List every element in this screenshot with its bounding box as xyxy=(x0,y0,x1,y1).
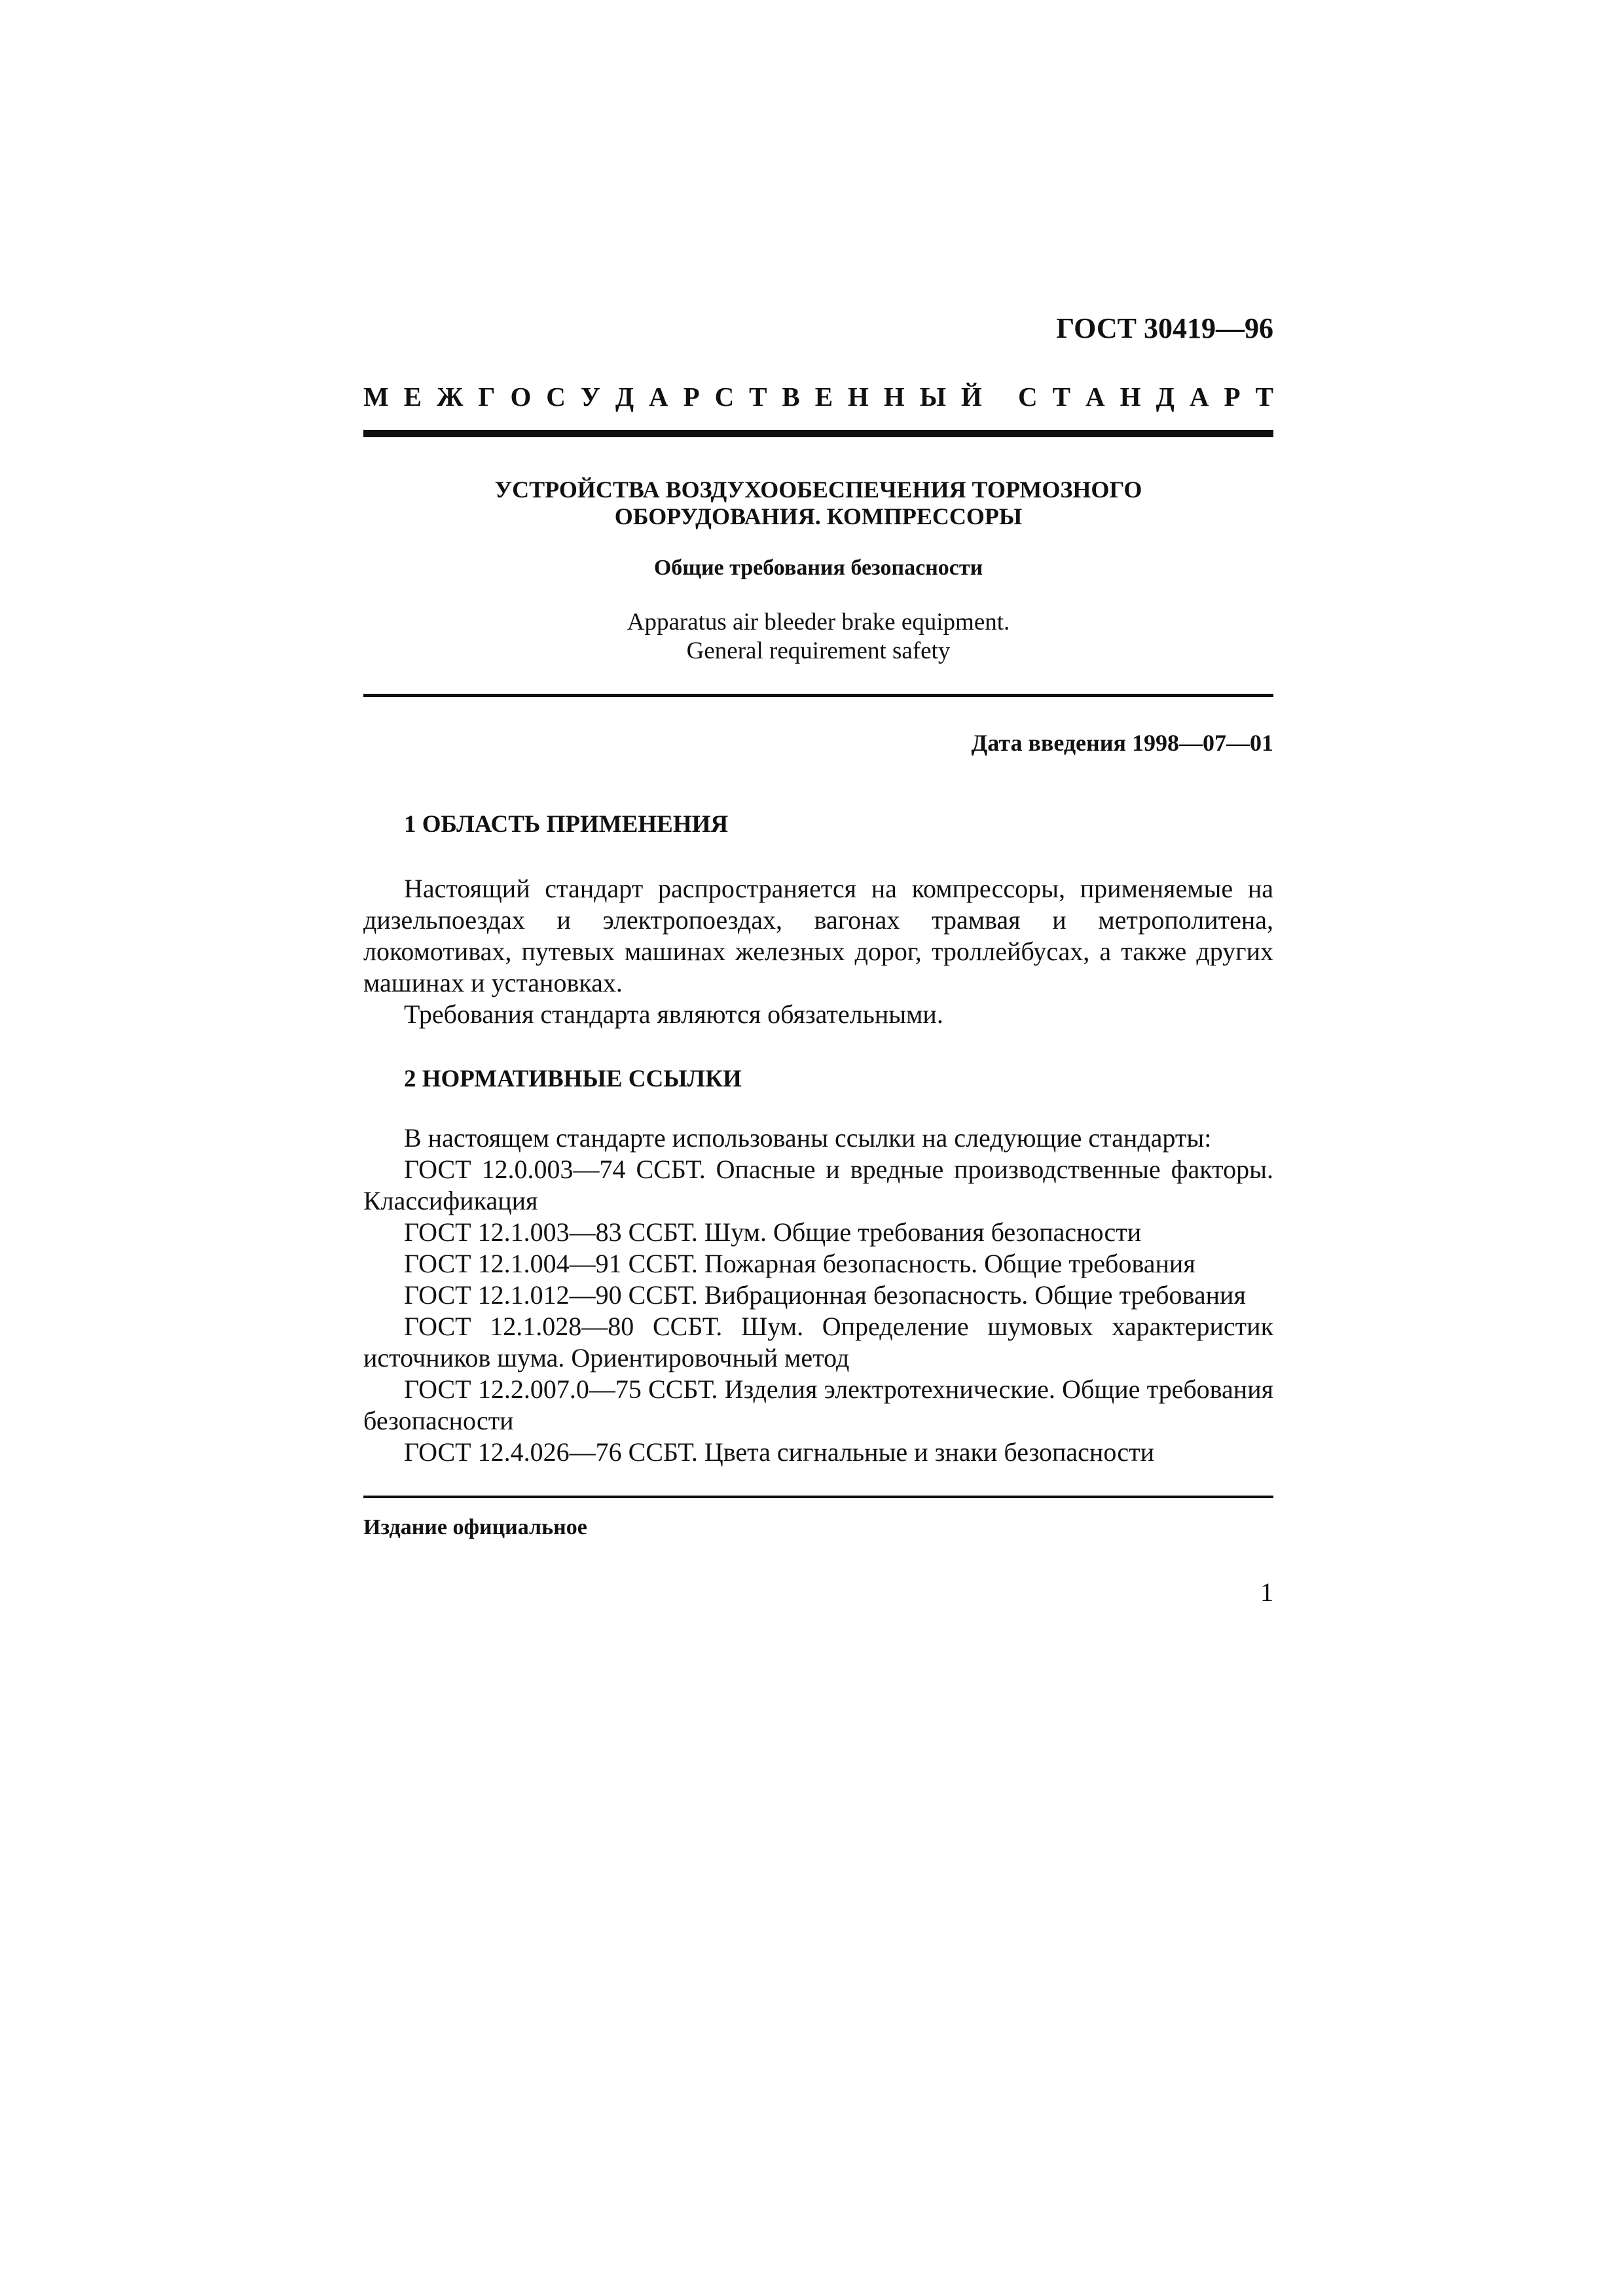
document-title xyxy=(363,476,1273,531)
section-2-body xyxy=(363,1122,1273,1468)
reference-item: ГОСТ 12.1.004—91 ССБТ. Пожарная безопасность. Общие требования xyxy=(404,1248,1195,1278)
section-2-heading: 2 НОРМАТИВНЫЕ ССЫЛКИ xyxy=(404,1065,742,1092)
banner-letter: Т xyxy=(1052,382,1070,412)
reference-item: ГОСТ 12.1.028—80 ССБТ. Шум. Определение шумовых характеристик источников шума. Ориентировочный метод xyxy=(363,1311,1273,1372)
reference-item: ГОСТ 12.2.007.0—75 ССБТ. Изделия электротехнические. Общие требования безопасности xyxy=(363,1374,1273,1435)
banner-letter: А xyxy=(1189,382,1209,412)
banner-letter: А xyxy=(649,382,668,412)
banner-letter: С xyxy=(714,382,735,412)
banner-letter: В xyxy=(782,382,800,412)
english-title-line-2: General requirement safety xyxy=(686,637,951,665)
banner-letter: Е xyxy=(814,382,833,412)
banner-letter: С xyxy=(546,382,566,412)
banner-letter: О xyxy=(510,382,532,412)
banner-letter: Р xyxy=(683,382,700,412)
banner-letter: Е xyxy=(403,382,422,412)
standard-word xyxy=(1018,384,1273,410)
banner-letter: Г xyxy=(478,382,496,412)
banner-letter: Н xyxy=(883,382,905,412)
english-title xyxy=(363,608,1273,666)
banner-letter: У xyxy=(580,382,600,412)
document-number: ГОСТ 30419—96 xyxy=(1056,312,1273,344)
banner-letter: Д xyxy=(1156,382,1175,412)
english-title-line-1: Apparatus air bleeder brake equipment. xyxy=(627,608,1010,636)
title-line-1: УСТРОЙСТВА ВОЗДУХООБЕСПЕЧЕНИЯ ТОРМОЗНОГО xyxy=(494,476,1142,503)
banner-letter: А xyxy=(1085,382,1105,412)
introduction-date: Дата введения 1998—07—01 xyxy=(971,729,1273,756)
document-page xyxy=(363,314,1273,1605)
banner-letter: С xyxy=(1018,382,1038,412)
document-subtitle: Общие требования безопасности xyxy=(653,555,983,580)
section-1-paragraph: Требования стандарта являются обязательными. xyxy=(404,999,943,1029)
section-1-paragraph: Настоящий стандарт распространяется на компрессоры, применяемые на дизельпоездах и электропоездах, вагонах трамвая и метрополитена, локомотивах, путевых машинах железных дорог, троллейбусах, а также других машинах и установках. xyxy=(363,873,1273,997)
official-edition-label: Издание официальное xyxy=(363,1515,587,1539)
section-1-heading: 1 ОБЛАСТЬ ПРИМЕНЕНИЯ xyxy=(404,810,729,838)
header-rule xyxy=(363,430,1273,437)
reference-item: ГОСТ 12.1.003—83 ССБТ. Шум. Общие требования безопасности xyxy=(404,1217,1142,1247)
banner-letter: Ж xyxy=(436,382,464,412)
banner-letter: Т xyxy=(749,382,767,412)
interstate-standard-banner xyxy=(363,384,1273,410)
reference-item: ГОСТ 12.1.012—90 ССБТ. Вибрационная безопасность. Общие требования xyxy=(404,1280,1246,1310)
section-2-intro: В настоящем стандарте использованы ссылки на следующие стандарты: xyxy=(404,1122,1212,1153)
banner-letter: М xyxy=(363,382,389,412)
banner-letter: Д xyxy=(615,382,634,412)
banner-letter: Н xyxy=(848,382,869,412)
banner-letter: Н xyxy=(1120,382,1141,412)
banner-letter: Т xyxy=(1255,382,1273,412)
title-rule xyxy=(363,694,1273,697)
page-number: 1 xyxy=(1260,1577,1273,1607)
reference-item: ГОСТ 12.4.026—76 ССБТ. Цвета сигнальные и знаки безопасности xyxy=(404,1437,1154,1467)
section-1-body xyxy=(363,873,1273,1030)
title-line-2: ОБОРУДОВАНИЯ. КОМПРЕССОРЫ xyxy=(614,503,1023,530)
interstate-word xyxy=(363,384,982,410)
banner-letter: Й xyxy=(960,382,982,412)
banner-letter: Р xyxy=(1224,382,1241,412)
reference-item: ГОСТ 12.0.003—74 ССБТ. Опасные и вредные производственные факторы. Классификация xyxy=(363,1154,1273,1215)
footer-rule xyxy=(363,1496,1273,1498)
banner-letter: Ы xyxy=(919,382,946,412)
